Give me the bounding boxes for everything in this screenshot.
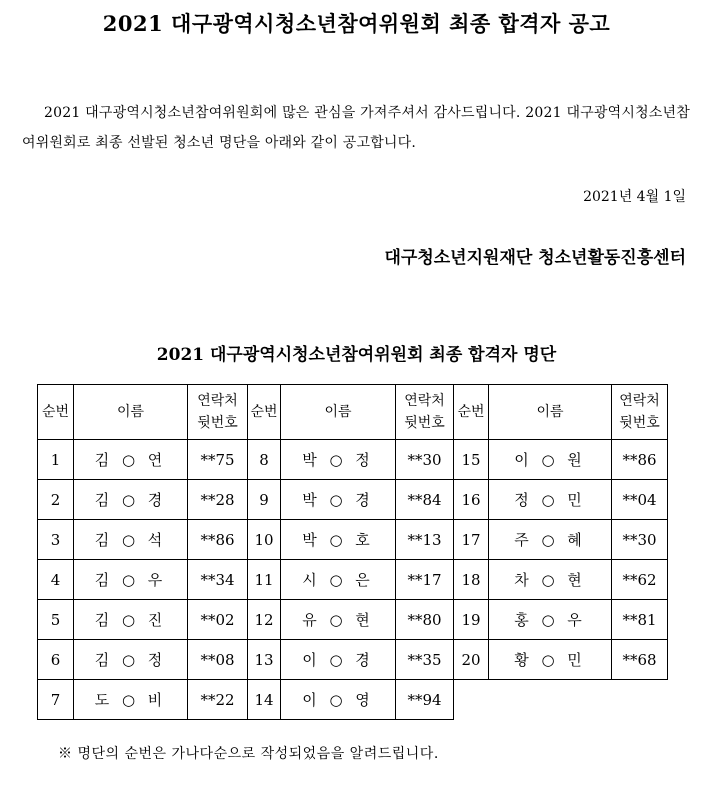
table-header-row <box>38 385 668 440</box>
header-contact-line1: 연락처 <box>619 393 660 409</box>
table-row <box>38 600 668 640</box>
cell-number: 2 <box>38 480 74 520</box>
cell-phone: **02 <box>188 600 248 640</box>
intro-paragraph: 2021 대구광역시청소년참여위원회에 많은 관심을 가져주셔서 감사드립니다. 2021 대구광역시청소년참여위원회로 최종 선발된 청소년 명단을 아래와 같이 공고합니다. <box>22 105 690 151</box>
cell-number: 5 <box>38 600 74 640</box>
footnote: ※ 명단의 순번은 가나다순으로 작성되었음을 알려드립니다. <box>58 746 439 762</box>
cell-number: 6 <box>38 640 74 680</box>
cell-phone: **04 <box>612 480 668 520</box>
cell-number: 19 <box>454 600 489 640</box>
cell-phone: **75 <box>188 440 248 480</box>
cell-phone: **84 <box>396 480 454 520</box>
cell-phone: **68 <box>612 640 668 680</box>
cell-name: 정 ○ 민 <box>489 480 612 520</box>
cell-name: 차 ○ 현 <box>489 560 612 600</box>
cell-number: 16 <box>454 480 489 520</box>
cell-phone: **08 <box>188 640 248 680</box>
cell-name: 박 ○ 정 <box>281 440 396 480</box>
roster-body <box>38 440 668 720</box>
cell-number: 7 <box>38 680 74 720</box>
cell-name: 황 ○ 민 <box>489 640 612 680</box>
header-contact <box>188 385 248 440</box>
cell-phone: **81 <box>612 600 668 640</box>
cell-number: 20 <box>454 640 489 680</box>
notice-title: 2021 대구광역시청소년참여위원회 최종 합격자 공고 <box>102 11 611 36</box>
cell-number: 11 <box>248 560 281 600</box>
cell-phone: **80 <box>396 600 454 640</box>
header-contact-line1: 연락처 <box>197 393 238 409</box>
header-name: 이름 <box>74 385 188 440</box>
cell-phone: **30 <box>612 520 668 560</box>
cell-name: 주 ○ 혜 <box>489 520 612 560</box>
organization-name: 대구청소년지원재단 청소년활동진흥센터 <box>384 248 686 268</box>
header-number: 순번 <box>454 385 489 440</box>
cell-phone: **62 <box>612 560 668 600</box>
cell-name: 이 ○ 경 <box>281 640 396 680</box>
header-contact-line2: 뒷번호 <box>619 415 660 431</box>
cell-name: 박 ○ 경 <box>281 480 396 520</box>
cell-name: 김 ○ 연 <box>74 440 188 480</box>
cell-number: 3 <box>38 520 74 560</box>
cell-number: 8 <box>248 440 281 480</box>
roster-table <box>37 384 668 720</box>
empty-cell <box>612 680 668 720</box>
table-row <box>38 560 668 600</box>
cell-name: 김 ○ 우 <box>74 560 188 600</box>
header-contact <box>612 385 668 440</box>
cell-name: 김 ○ 진 <box>74 600 188 640</box>
table-row <box>38 680 668 720</box>
cell-name: 유 ○ 현 <box>281 600 396 640</box>
header-number: 순번 <box>248 385 281 440</box>
cell-phone: **86 <box>188 520 248 560</box>
cell-name: 이 ○ 영 <box>281 680 396 720</box>
cell-phone: **17 <box>396 560 454 600</box>
header-contact-line1: 연락처 <box>404 393 445 409</box>
cell-phone: **35 <box>396 640 454 680</box>
header-name: 이름 <box>489 385 612 440</box>
table-row <box>38 480 668 520</box>
cell-phone: **34 <box>188 560 248 600</box>
cell-number: 17 <box>454 520 489 560</box>
notice-date: 2021년 4월 1일 <box>583 189 686 205</box>
cell-number: 1 <box>38 440 74 480</box>
header-contact <box>396 385 454 440</box>
cell-phone: **22 <box>188 680 248 720</box>
cell-name: 김 ○ 정 <box>74 640 188 680</box>
header-contact-line2: 뒷번호 <box>197 415 238 431</box>
cell-number: 13 <box>248 640 281 680</box>
cell-number: 14 <box>248 680 281 720</box>
cell-number: 9 <box>248 480 281 520</box>
cell-number: 12 <box>248 600 281 640</box>
table-row <box>38 520 668 560</box>
cell-phone: **86 <box>612 440 668 480</box>
cell-name: 홍 ○ 우 <box>489 600 612 640</box>
cell-number: 10 <box>248 520 281 560</box>
header-name: 이름 <box>281 385 396 440</box>
cell-name: 시 ○ 은 <box>281 560 396 600</box>
list-title: 2021 대구광역시청소년참여위원회 최종 합격자 명단 <box>156 345 557 365</box>
cell-name: 이 ○ 원 <box>489 440 612 480</box>
header-number: 순번 <box>38 385 74 440</box>
cell-phone: **30 <box>396 440 454 480</box>
empty-cell <box>454 680 489 720</box>
cell-name: 김 ○ 경 <box>74 480 188 520</box>
cell-name: 도 ○ 비 <box>74 680 188 720</box>
cell-number: 18 <box>454 560 489 600</box>
cell-phone: **94 <box>396 680 454 720</box>
cell-name: 김 ○ 석 <box>74 520 188 560</box>
table-row <box>38 640 668 680</box>
cell-number: 4 <box>38 560 74 600</box>
header-contact-line2: 뒷번호 <box>404 415 445 431</box>
cell-name: 박 ○ 호 <box>281 520 396 560</box>
table-row <box>38 440 668 480</box>
cell-number: 15 <box>454 440 489 480</box>
empty-cell <box>489 680 612 720</box>
cell-phone: **13 <box>396 520 454 560</box>
cell-phone: **28 <box>188 480 248 520</box>
